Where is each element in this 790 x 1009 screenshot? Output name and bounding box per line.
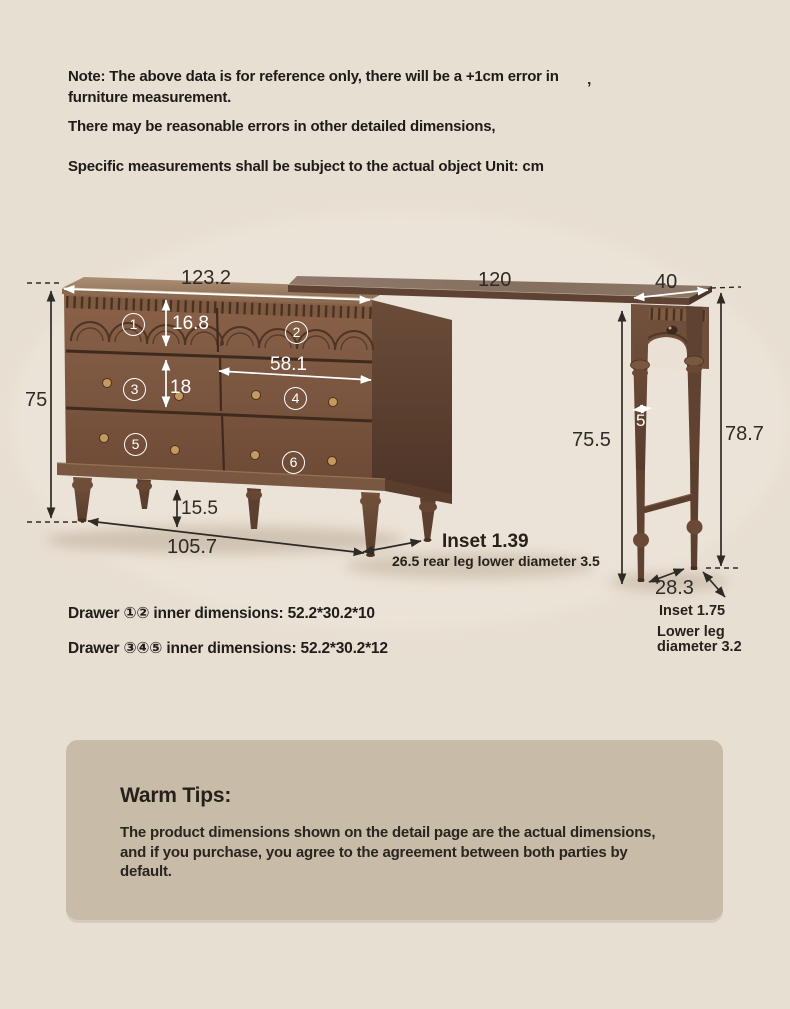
dim-right-drawer-width: 58.1 — [270, 354, 307, 375]
note-reasonable-errors: There may be reasonable errors in other detailed dimensions, — [68, 118, 496, 135]
stray-quote-mark: ’ — [587, 80, 592, 97]
annotation-lower-leg-line1: Lower leg — [657, 624, 725, 640]
annotation-inset-rear: Inset 1.75 — [659, 603, 726, 619]
drawer-number-2: 2 — [285, 321, 308, 344]
annotation-lower-leg-line2: diameter 3.2 — [657, 639, 742, 655]
note-unit: Specific measurements shall be subject to the actual object Unit: cm — [68, 158, 544, 175]
drawer-number-6: 6 — [282, 451, 305, 474]
warm-tips-title: Warm Tips: — [120, 784, 232, 807]
dim-desk-leg-span: 28.3 — [655, 577, 694, 599]
dim-desk-width: 120 — [478, 269, 512, 291]
dim-top-drawer-height: 16.8 — [172, 313, 209, 334]
dim-desk-leg-thickness: 5 — [636, 411, 646, 430]
dim-middle-drawer-height: 18 — [170, 377, 192, 398]
dim-cabinet-width: 123.2 — [181, 267, 232, 289]
note-reference-error: Note: The above data is for reference only, there will be a +1cm error in furniture measurement. — [68, 68, 559, 106]
warm-tips-box — [66, 740, 723, 920]
drawer-spec-lower-rows: Drawer ③④⑤ inner dimensions: 52.2*30.2*12 — [68, 640, 388, 657]
drawer-number-5: 5 — [124, 433, 147, 456]
dim-cabinet-leg-height: 15.5 — [181, 498, 218, 519]
annotation-inset-front: Inset 1.39 — [442, 531, 529, 552]
drawer-number-1: 1 — [122, 313, 145, 336]
dim-desk-total-height: 78.7 — [725, 423, 764, 445]
dim-desk-clearance-height: 75.5 — [572, 429, 611, 451]
dim-cabinet-leg-span: 105.7 — [167, 536, 218, 558]
drawer-spec-top-row: Drawer ①② inner dimensions: 52.2*30.2*10 — [68, 605, 375, 622]
annotation-rear-leg: 26.5 rear leg lower diameter 3.5 — [392, 553, 600, 569]
warm-tips-body: The product dimensions shown on the detail page are the actual dimensions, and if you purchase, you agree to the agreement between both parties by default. — [120, 824, 656, 880]
dim-desk-depth: 40 — [655, 271, 678, 293]
dim-cabinet-height: 75 — [25, 389, 48, 411]
drawer-number-4: 4 — [284, 387, 307, 410]
drawer-number-3: 3 — [123, 378, 146, 401]
